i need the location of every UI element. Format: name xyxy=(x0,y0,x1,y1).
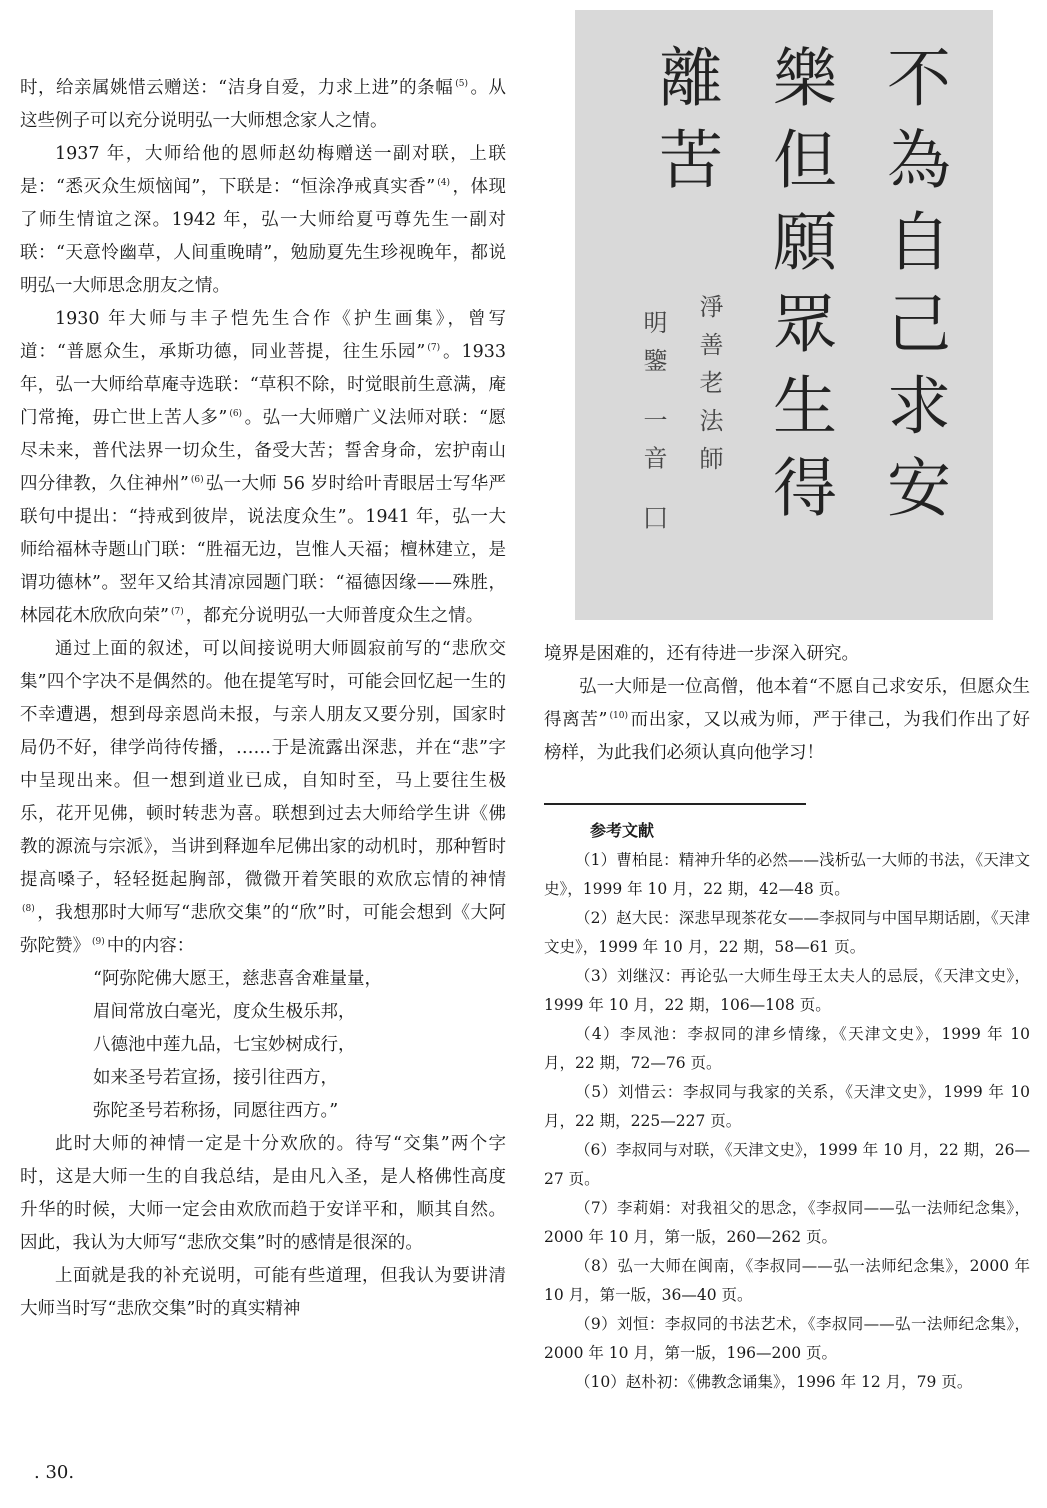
footnote-marker: (5) xyxy=(455,79,468,89)
reference-item: （8）弘一大师在闽南，《李叔同——弘一法师纪念集》，2000 年 10 月，第一版，36—40 页。 xyxy=(544,1257,1030,1304)
paragraph: 1930 年大师与丰子恺先生合作《护生画集》，曾写道：“普愿众生，承斯功德，同业菩提，往生乐园” $^{(7)}$ 。1933 年，弘一大师给草庵寺选联：“草积不除，时觉眼前生意满，庵门常掩，毋亡世上苦人多” $^{(6)}$ 。弘一大师赠广义法师对联：“愿尽未来，普代法界一切众生，备受大苦；誓舍身命，宏护南山四分律教，久住神州” $^{(6)}$ 弘一大师 56 岁时给叶青眼居士写华严联句中提出：“持戒到彼岸，说法度众生”。1941 年，弘一大师给福林寺题山门联：“胜福无边，岂惟人天福；檀林建立，是谓功德林”。翌年又给其清凉园题门联：“福德因缘——殊胜，林园花木欣欣向荣” $^{(7)}$ ，都充分说明弘一大师普度众生之情。 xyxy=(20,309,506,626)
reference-item: （10）赵朴初：《佛教念诵集》，1996 年 12 月，79 页。 xyxy=(575,1373,973,1391)
calligraphy-image xyxy=(575,10,993,620)
footnote-marker: (10) xyxy=(609,711,628,721)
footnote-marker: (6) xyxy=(190,475,204,485)
paragraph: 通过上面的叙述，可以间接说明大师圆寂前写的“悲欣交集”四个字决不是偶然的。他在提笔写时，可能会回忆起一生的不幸遭遇，想到母亲恩尚未报，与亲人朋友又要分别，国家时局仍不好，律学尚待传播，……于是流露出深悲，并在“悲”字中呈现出来。但一想到道业已成，自知时至，马上要往生极乐，花开见佛，顿时转悲为喜。联想到过去大师给学生讲《佛教的源流与宗派》，当讲到释迦牟尼佛出家的动机时，那种暂时提高嗓子，轻轻挺起胸部，微微开着笑眼的欢欣忘情的神情$^{(8)}$ ，我想那时大师写“悲欣交集”的“欣”时，可能会想到《大阿弥陀赞》 $^{(9)}$ 中的内容： xyxy=(20,639,506,956)
references xyxy=(544,816,1030,1397)
reference-item: （1）曹柏昆：精神升华的必然——浅析弘一大师的书法，《天津文史》，1999 年 10 月，22 期，42—48 页。 xyxy=(544,851,1030,898)
paragraph: 上面就是我的补充说明，可能有些道理，但我认为要讲清大师当时写“悲欣交集”时的真实精神 xyxy=(20,1266,506,1319)
references-heading: 参考文献 xyxy=(590,821,655,840)
footnote-marker: (7) xyxy=(427,343,441,353)
footnote-marker: (9) xyxy=(92,937,105,947)
paragraph: 境界是困难的，还有待进一步深入研究。 xyxy=(544,644,859,664)
footnote-marker: (6) xyxy=(229,409,243,419)
page-number: . 30. xyxy=(34,1462,75,1483)
reference-item: （4）李凤池：李叔同的津乡情缘，《天津文史》，1999 年 10 月，22 期，72—76 页。 xyxy=(544,1025,1030,1072)
reference-item: （5）刘惜云：李叔同与我家的关系，《天津文史》，1999 年 10 月，22 期，225—227 页。 xyxy=(544,1083,1030,1130)
paragraph: 弘一大师是一位高僧，他本着“不愿自己求安乐，但愿众生得离苦” $^{(10)}$ 而出家，又以戒为师，严于律己，为我们作出了好榜样，为此我们必须认真向他学习！ xyxy=(544,677,1030,763)
paragraph: 时，给亲属姚惜云赠送：“洁身自爱，力求上进”的条幅 $^{(5)}$ 。从这些例子可以充分说明弘一大师想念家人之情。 xyxy=(20,78,506,131)
divider xyxy=(544,803,806,805)
right-column xyxy=(544,638,1030,770)
reference-item: （9）刘恒：李叔同的书法艺术，《李叔同——弘一法师纪念集》，2000 年 10 月，第一版，196—200 页。 xyxy=(544,1315,1030,1362)
verse-line: 眉间常放白毫光，度众生极乐邦， xyxy=(93,1002,356,1022)
left-column xyxy=(20,72,506,1326)
footnote-marker: (8) xyxy=(22,904,35,914)
reference-item: （6）李叔同与对联，《天津文史》，1999 年 10 月，22 期，26—27 页。 xyxy=(544,1141,1030,1188)
reference-item: （3）刘继汉：再论弘一大师生母王太夫人的忌辰，《天津文史》，1999 年 10 月，22 期，106—108 页。 xyxy=(544,967,1030,1014)
reference-item: （2）赵大民：深悲早现茶花女——李叔同与中国早期话剧，《天津文史》，1999 年 10 月，22 期，58—61 页。 xyxy=(544,909,1030,956)
verse-line: 八德池中莲九品，七宝妙树成行， xyxy=(93,1035,356,1055)
paragraph: 1937 年，大师给他的恩师赵幼梅赠送一副对联，上联是：“悉灭众生烦恼闻”，下联是：“恒涂净戒真实香” $^{(4)}$ ，体现了师生情谊之深。1942 年，弘一大师给夏丏尊先生一副对联：“天意怜幽草，人间重晚晴”，勉励夏先生珍视晚年，都说明弘一大师思念朋友之情。 xyxy=(20,144,506,296)
calligraphy-column: 樂但願眾生得 xyxy=(762,44,836,536)
calligraphy-inscription: 明鑒 一音 囗 xyxy=(639,310,667,544)
paragraph: 此时大师的神情一定是十分欢欣的。待写“交集”两个字时，这是大师一生的自我总结，是由凡入圣，是人格佛性高度升华的时候，大师一定会由欢欣而趋于安详平和，顺其自然。因此，我认为大师写“悲欣交集”时的感情是很深的。 xyxy=(20,1134,506,1253)
verse-line: “阿弥陀佛大愿王，慈悲喜舍难量量， xyxy=(93,969,382,989)
calligraphy-inscription: 淨善老法師 xyxy=(695,294,723,484)
footnote-marker: (4) xyxy=(437,178,450,188)
calligraphy-column: 離苦 xyxy=(648,44,722,208)
verse-line: 如来圣号若宣扬，接引往西方， xyxy=(93,1068,338,1088)
footnote-marker: (7) xyxy=(170,607,184,617)
calligraphy-column: 不為自己求安 xyxy=(876,44,950,536)
verse-line: 弥陀圣号若称扬，同愿往西方。” xyxy=(93,1101,339,1121)
reference-item: （7）李莉娟：对我祖父的思念，《李叔同——弘一法师纪念集》，2000 年 10 月，第一版，260—262 页。 xyxy=(544,1199,1030,1246)
